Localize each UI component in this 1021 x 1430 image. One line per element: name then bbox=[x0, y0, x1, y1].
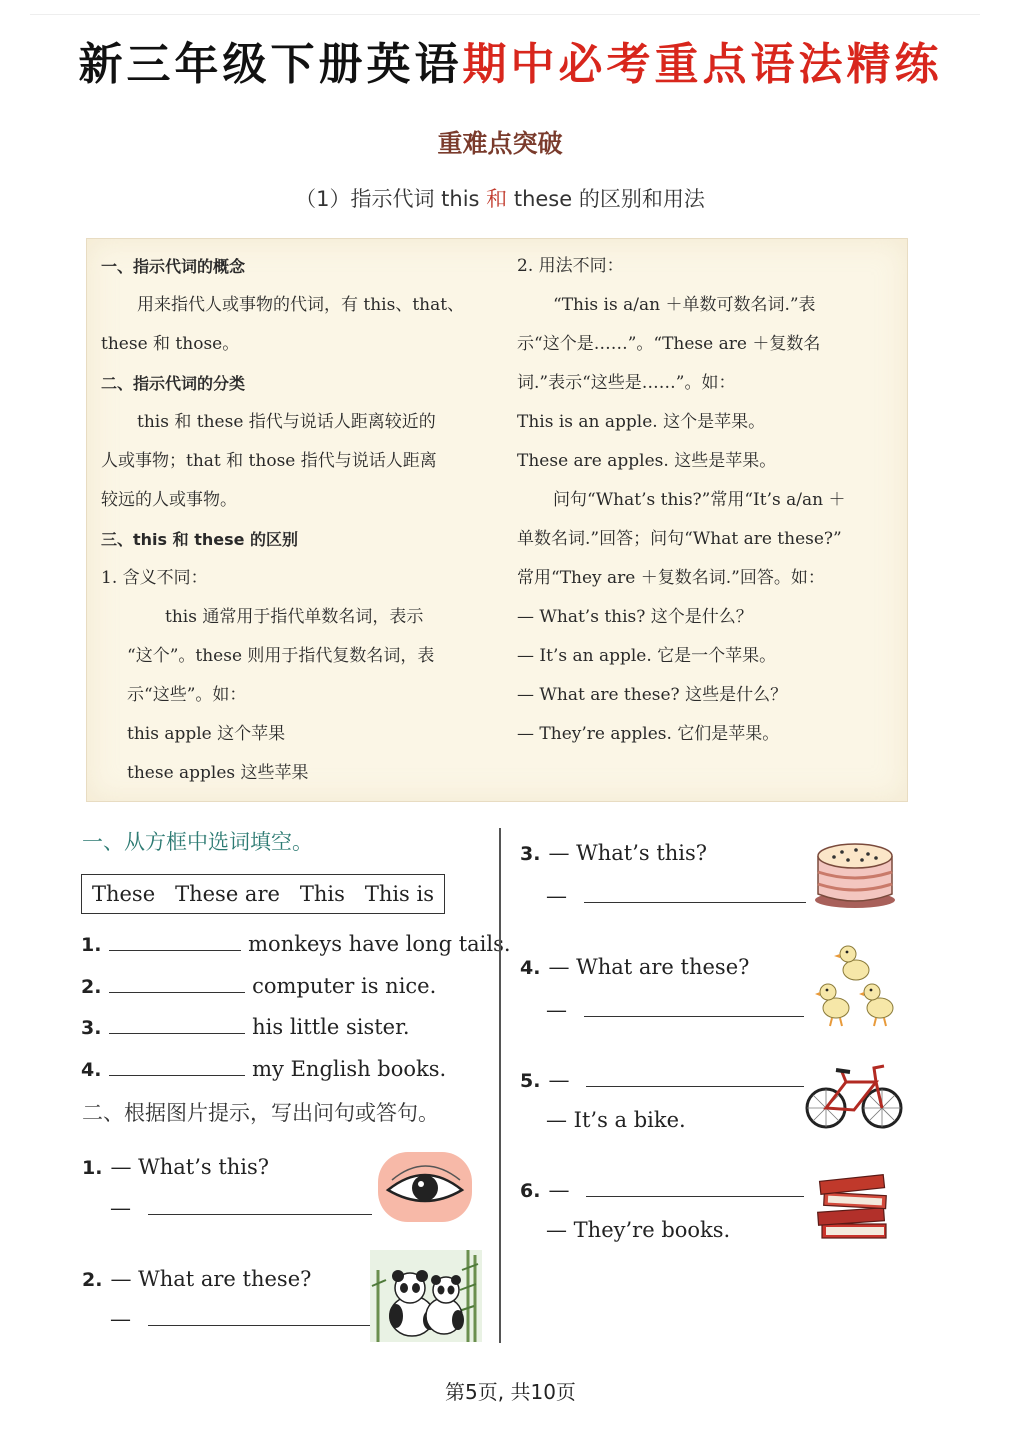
answer-blank[interactable] bbox=[584, 1016, 804, 1017]
question-text: — What’s this? bbox=[548, 841, 708, 865]
question-number: 1. bbox=[81, 934, 102, 956]
ducklings-picture bbox=[814, 938, 898, 1030]
eye-highlight bbox=[418, 1181, 424, 1187]
picture-question-5 bbox=[520, 1068, 804, 1092]
top-rule bbox=[30, 14, 980, 15]
usage-text: 常用“They are ＋复数名词.”回答。如： bbox=[517, 568, 825, 588]
bike-picture bbox=[804, 1058, 904, 1132]
answer-5: — It’s a bike. bbox=[546, 1108, 686, 1132]
question-text: computer is nice. bbox=[252, 974, 437, 998]
answer-blank[interactable] bbox=[109, 1075, 245, 1076]
title-red: 期中必考重点语法精练 bbox=[462, 39, 943, 90]
usage-text: 词.”表示“这些是……”。如： bbox=[517, 373, 736, 393]
duckling bbox=[815, 984, 849, 1026]
dash: — bbox=[546, 884, 567, 908]
dash: — bbox=[110, 1307, 131, 1331]
answer-line-3 bbox=[546, 884, 806, 908]
meaning-text: 示“这些”。如： bbox=[127, 685, 247, 705]
exercise1-title: 一、从方框中选词填空。 bbox=[82, 830, 313, 854]
answer-line-4 bbox=[546, 998, 804, 1022]
difference-heading: 三、this 和 these 的区别 bbox=[101, 530, 299, 549]
answer-blank[interactable] bbox=[586, 1086, 804, 1087]
category-text: 较远的人或事物。 bbox=[101, 490, 237, 510]
question-number: 2. bbox=[82, 1269, 103, 1291]
question-number: 2. bbox=[81, 976, 102, 998]
category-text: this 和 these 指代与说话人距离较近的 bbox=[137, 412, 436, 432]
page-title bbox=[0, 28, 1021, 92]
concept-heading: 一、指示代词的概念 bbox=[101, 257, 246, 276]
example: these apples 这些苹果 bbox=[127, 763, 309, 783]
eye-picture bbox=[378, 1152, 472, 1222]
word-option: These are bbox=[175, 882, 280, 906]
dash: — bbox=[548, 1178, 570, 1202]
grammar-left-column bbox=[101, 247, 491, 793]
answer-6: — They’re books. bbox=[546, 1218, 731, 1242]
question-text: monkeys have long tails. bbox=[248, 932, 511, 956]
bike-seat bbox=[836, 1070, 850, 1072]
fill-question-2 bbox=[81, 974, 436, 998]
question-number: 3. bbox=[520, 843, 541, 865]
concept-text: 用来指代人或事物的代词，有 this、that、 bbox=[137, 295, 465, 315]
question-text: his little sister. bbox=[252, 1015, 410, 1039]
fill-question-4 bbox=[81, 1057, 446, 1081]
book bbox=[818, 1208, 885, 1226]
title-black: 新三年级下册英语 bbox=[78, 39, 463, 90]
answer-blank[interactable] bbox=[109, 950, 241, 951]
question-text: — What’s this? bbox=[110, 1155, 270, 1179]
meaning-subheading: 1. 含义不同： bbox=[101, 568, 208, 588]
dialog-line: — They’re apples. 它们是苹果。 bbox=[517, 724, 780, 744]
cake-picture bbox=[812, 838, 898, 910]
picture-question-3 bbox=[520, 841, 707, 865]
fill-question-3 bbox=[81, 1015, 410, 1039]
duckling bbox=[859, 984, 893, 1026]
pandas-picture bbox=[370, 1250, 482, 1342]
word-option: This bbox=[299, 882, 345, 906]
example: These are apples. 这些是苹果。 bbox=[517, 451, 777, 471]
answer-blank[interactable] bbox=[148, 1325, 372, 1326]
example: This is an apple. 这个是苹果。 bbox=[517, 412, 766, 432]
category-text: 人或事物；that 和 those 指代与说话人距离 bbox=[101, 451, 437, 471]
dialog-line: — What are these? 这些是什么？ bbox=[517, 685, 788, 705]
answer-line-1 bbox=[110, 1196, 372, 1220]
grammar-box bbox=[86, 238, 908, 802]
question-number: 6. bbox=[520, 1180, 541, 1202]
category-heading: 二、指示代词的分类 bbox=[101, 374, 246, 393]
usage-text: 问句“What’s this?”常用“It’s a/an ＋ bbox=[553, 490, 846, 510]
usage-text: “This is a/an ＋单数可数名词.”表 bbox=[553, 295, 816, 315]
page-number: 第5页, 共10页 bbox=[445, 1380, 576, 1404]
example: this apple 这个苹果 bbox=[127, 724, 286, 744]
dash: — bbox=[546, 998, 567, 1022]
word-option: These bbox=[91, 882, 156, 906]
topic-mid: 和 bbox=[486, 187, 508, 211]
question-number: 4. bbox=[81, 1059, 102, 1081]
answer-line-2 bbox=[110, 1307, 372, 1331]
bike-frame bbox=[826, 1066, 884, 1110]
meaning-text: “这个”。these 则用于指代复数名词，表 bbox=[127, 646, 435, 666]
dialog-line: — What’s this? 这个是什么？ bbox=[517, 607, 753, 627]
usage-text: 示“这个是……”。“These are ＋复数名 bbox=[517, 334, 821, 354]
picture-question-4 bbox=[520, 955, 749, 979]
books-picture bbox=[814, 1172, 894, 1244]
dialog-line: — It’s an apple. 它是一个苹果。 bbox=[517, 646, 777, 666]
pupil bbox=[412, 1175, 438, 1201]
topic-suffix: these 的区别和用法 bbox=[507, 187, 705, 211]
section-heading: 重难点突破 bbox=[437, 129, 563, 158]
meaning-text: this 通常用于指代单数名词，表示 bbox=[165, 607, 424, 627]
answer-blank[interactable] bbox=[148, 1214, 372, 1215]
question-number: 5. bbox=[520, 1070, 541, 1092]
book bbox=[824, 1192, 887, 1208]
picture-question-1 bbox=[82, 1155, 269, 1179]
book bbox=[822, 1224, 886, 1238]
topic-prefix: （1）指示代词 this bbox=[295, 187, 487, 211]
word-option: This is bbox=[364, 882, 435, 906]
fill-question-1 bbox=[81, 932, 511, 956]
usage-subheading: 2. 用法不同： bbox=[517, 256, 624, 276]
question-text: my English books. bbox=[252, 1057, 447, 1081]
dash: — bbox=[548, 1068, 570, 1092]
answer-blank[interactable] bbox=[109, 1033, 245, 1034]
dash: — bbox=[110, 1196, 131, 1220]
answer-blank[interactable] bbox=[109, 992, 245, 993]
question-number: 4. bbox=[520, 957, 541, 979]
answer-blank[interactable] bbox=[584, 902, 806, 903]
question-text: — What are these? bbox=[548, 955, 750, 979]
cake-top bbox=[818, 844, 892, 868]
question-number: 1. bbox=[82, 1157, 103, 1179]
book bbox=[820, 1175, 885, 1195]
answer-blank[interactable] bbox=[586, 1196, 804, 1197]
concept-text: these 和 those。 bbox=[101, 334, 240, 354]
grammar-right-column bbox=[517, 247, 897, 754]
question-number: 3. bbox=[81, 1017, 102, 1039]
word-box bbox=[81, 874, 445, 914]
picture-question-2 bbox=[82, 1267, 311, 1291]
question-text: — What are these? bbox=[110, 1267, 312, 1291]
picture-question-6 bbox=[520, 1178, 804, 1202]
usage-text: 单数名词.”回答；问句“What are these?” bbox=[517, 529, 842, 549]
column-divider bbox=[499, 828, 501, 1343]
exercise2-title: 二、根据图片提示，写出问句或答句。 bbox=[82, 1101, 439, 1125]
duckling bbox=[834, 946, 869, 980]
topic-heading bbox=[0, 183, 1000, 213]
